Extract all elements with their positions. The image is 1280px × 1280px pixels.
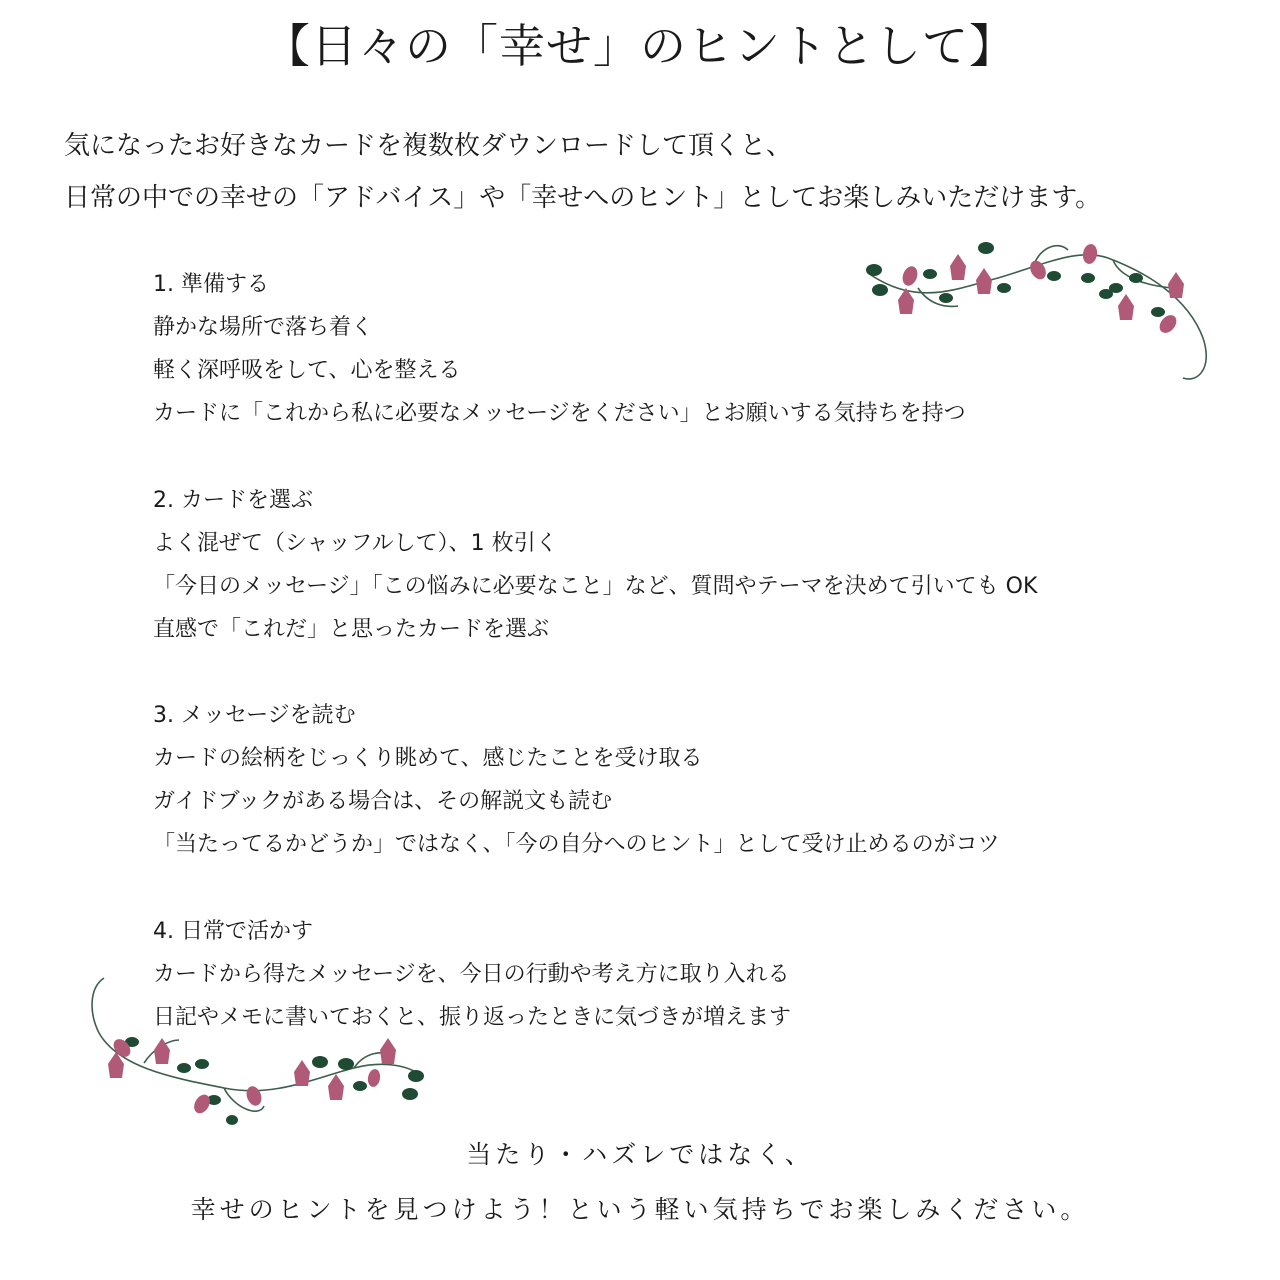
step-heading: 1. 準備する (153, 272, 269, 297)
page-title: 【日々の「幸せ」のヒントとして】 (264, 19, 1016, 73)
step-line: 「今日のメッセージ」「この悩みに必要なこと」など、質問やテーマを決めて引いても OK (153, 574, 1038, 599)
step-line: カードの絵柄をじっくり眺めて、感じたことを受け取る (153, 746, 703, 771)
closing-line: 当たり・ハズレではなく、 (466, 1140, 814, 1169)
step-choose-card (153, 479, 1203, 651)
step-heading: 2. カードを選ぶ (153, 488, 313, 513)
floral-vine-bottom-left-icon (84, 968, 434, 1138)
step-line: よく混ぜて（シャッフルして）、1 枚引く (153, 531, 558, 556)
step-line: 日記やメモに書いておくと、振り返ったときに気づきが増えます (153, 1005, 792, 1030)
intro-line: 日常の中での幸せの「アドバイス」や「幸せへのヒント」としてお楽しみいただけます。 (64, 183, 1102, 213)
step-line: ガイドブックがある場合は、その解説文も読む (153, 789, 613, 814)
step-read-message (153, 694, 1203, 866)
step-heading: 3. メッセージを読む (153, 703, 356, 728)
closing-line: 幸せのヒントを見つけよう！という軽い気持ちでお楽しみください。 (190, 1195, 1090, 1224)
floral-vine-top-right-icon (858, 228, 1218, 398)
step-line: カードから得たメッセージを、今日の行動や考え方に取り入れる (153, 962, 790, 987)
step-line: 直感で「これだ」と思ったカードを選ぶ (153, 617, 550, 642)
step-line: 軽く深呼吸をして、心を整える (153, 358, 461, 383)
intro-line: 気になったお好きなカードを複数枚ダウンロードして頂くと、 (64, 131, 793, 161)
step-heading: 4. 日常で活かす (153, 919, 313, 944)
step-line: 静かな場所で落ち着く (153, 315, 374, 340)
step-line: 「当たってるかどうか」ではなく、「今の自分へのヒント」として受け止めるのがコツ (153, 832, 1000, 857)
intro-text (64, 120, 1254, 224)
step-line: カードに「これから私に必要なメッセージをください」とお願いする気持ちを持つ (153, 401, 966, 426)
